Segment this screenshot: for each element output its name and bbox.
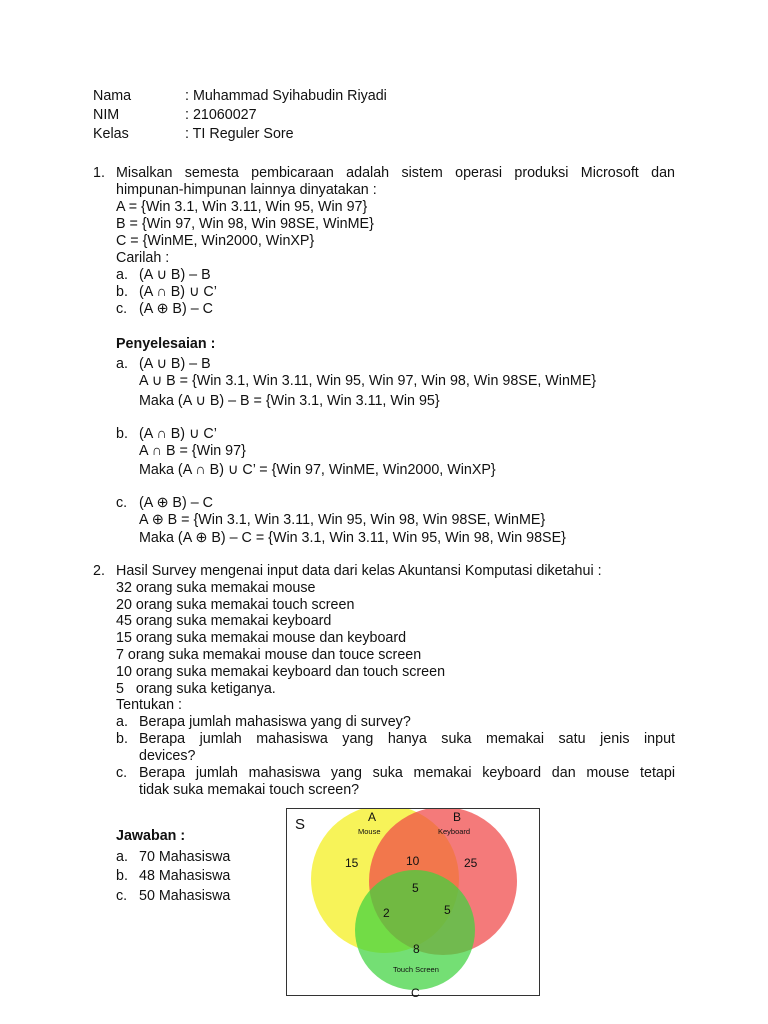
venn-set-a-name: Mouse — [358, 827, 381, 836]
q1-number: 1. — [93, 165, 105, 181]
solution-title: (A ⊕ B) – C — [139, 495, 213, 511]
venn-all-three-value: 5 — [412, 881, 419, 895]
q1-set-b: B = {Win 97, Win 98, Win 98SE, WinME} — [116, 216, 374, 232]
solution-label: c. — [116, 495, 128, 511]
q1-intro-line1: Misalkan semesta pembicaraan adalah sistem operasi produksi Microsoft dan — [116, 165, 675, 181]
venn-only-mouse-value: 15 — [345, 856, 359, 870]
q2-question-line1: Berapa jumlah mahasiswa yang suka memakai keyboard dan mouse tetapi — [139, 765, 675, 781]
q2-question-line1: Berapa jumlah mahasiswa yang di survey? — [139, 714, 411, 730]
nama-value: : Muhammad Syihabudin Riyadi — [185, 88, 387, 104]
q1-item-text: (A ⊕ B) – C — [139, 301, 213, 317]
solution-label: b. — [116, 426, 128, 442]
q1-solution-heading: Penyelesaian : — [116, 336, 216, 352]
venn-svg — [287, 809, 538, 994]
q2-fact: 10 orang suka memakai keyboard dan touch screen — [116, 664, 446, 680]
q2-fact: 45 orang suka memakai keyboard — [116, 613, 332, 629]
q1-item-label: a. — [116, 267, 128, 283]
solution-label: a. — [116, 356, 128, 372]
q2-fact: 5 orang suka ketiganya. — [116, 681, 276, 697]
q2-question-line2: devices? — [139, 748, 196, 764]
answer-label: c. — [116, 888, 128, 904]
nim-label: NIM — [93, 107, 120, 123]
venn-only-keyboard-value: 25 — [464, 856, 478, 870]
venn-set-a-letter: A — [368, 810, 377, 824]
q1-intro-line2: himpunan-himpunan lainnya dinyatakan : — [116, 182, 377, 198]
q2-question-label: b. — [116, 731, 128, 747]
solution-line1: A ⊕ B = {Win 3.1, Win 3.11, Win 95, Win 98, Win 98SE, WinME} — [139, 512, 546, 528]
q1-set-c: C = {WinME, Win2000, WinXP} — [116, 233, 315, 249]
solution-line1: A ∩ B = {Win 97} — [139, 443, 246, 459]
q2-question-line2: tidak suka memakai touch screen? — [139, 782, 360, 798]
solution-line2: Maka (A ∩ B) ∪ C’ = {Win 97, WinME, Win2000, WinXP} — [139, 462, 496, 478]
venn-set-b-name: Keyboard — [438, 827, 471, 836]
kelas-value: : TI Reguler Sore — [185, 126, 294, 142]
venn-only-touch-value: 8 — [413, 942, 420, 956]
venn-diagram — [286, 808, 540, 996]
q1-item-text: (A ∪ B) – B — [139, 267, 211, 283]
answer-label: b. — [116, 868, 128, 884]
nama-label: Nama — [93, 88, 132, 104]
answer-text: 50 Mahasiswa — [139, 888, 231, 904]
answer-text: 70 Mahasiswa — [139, 849, 231, 865]
q1-item-label: c. — [116, 301, 128, 317]
answer-text: 48 Mahasiswa — [139, 868, 231, 884]
solution-title: (A ∪ B) – B — [139, 356, 211, 372]
q1-item-label: b. — [116, 284, 128, 300]
q2-question-label: c. — [116, 765, 128, 781]
kelas-label: Kelas — [93, 126, 129, 142]
solution-title: (A ∩ B) ∪ C’ — [139, 426, 217, 442]
q2-fact: 7 orang suka memakai mouse dan touce screen — [116, 647, 422, 663]
venn-universe-label: S — [295, 816, 306, 833]
venn-mouse-touch-value: 2 — [383, 906, 390, 920]
venn-c-letter-below: C — [411, 986, 420, 1000]
venn-set-c-name: Touch Screen — [393, 965, 439, 974]
q1-carilah: Carilah : — [116, 250, 170, 266]
venn-keyboard-touch-value: 5 — [444, 903, 451, 917]
nim-value: : 21060027 — [185, 107, 257, 123]
q2-fact: 15 orang suka memakai mouse dan keyboard — [116, 630, 407, 646]
q1-item-text: (A ∩ B) ∪ C’ — [139, 284, 217, 300]
venn-mouse-keyboard-value: 10 — [406, 854, 420, 868]
q2-answer-heading: Jawaban : — [116, 828, 186, 844]
q2-tentukan: Tentukan : — [116, 697, 182, 713]
q2-question-line1: Berapa jumlah mahasiswa yang hanya suka memakai satu jenis input — [139, 731, 675, 747]
q1-set-a: A = {Win 3.1, Win 3.11, Win 95, Win 97} — [116, 199, 368, 215]
q2-fact: 32 orang suka memakai mouse — [116, 580, 316, 596]
q2-fact: 20 orang suka memakai touch screen — [116, 597, 355, 613]
solution-line2: Maka (A ⊕ B) – C = {Win 3.1, Win 3.11, Win 95, Win 98, Win 98SE} — [139, 530, 566, 546]
answer-label: a. — [116, 849, 128, 865]
venn-set-b-letter: B — [453, 810, 462, 824]
q2-intro: Hasil Survey mengenai input data dari kelas Akuntansi Komputasi diketahui : — [116, 563, 602, 579]
solution-line1: A ∪ B = {Win 3.1, Win 3.11, Win 95, Win 97, Win 98, Win 98SE, WinME} — [139, 373, 597, 389]
q2-number: 2. — [93, 563, 105, 579]
q2-question-label: a. — [116, 714, 128, 730]
solution-line2: Maka (A ∪ B) – B = {Win 3.1, Win 3.11, Win 95} — [139, 393, 440, 409]
